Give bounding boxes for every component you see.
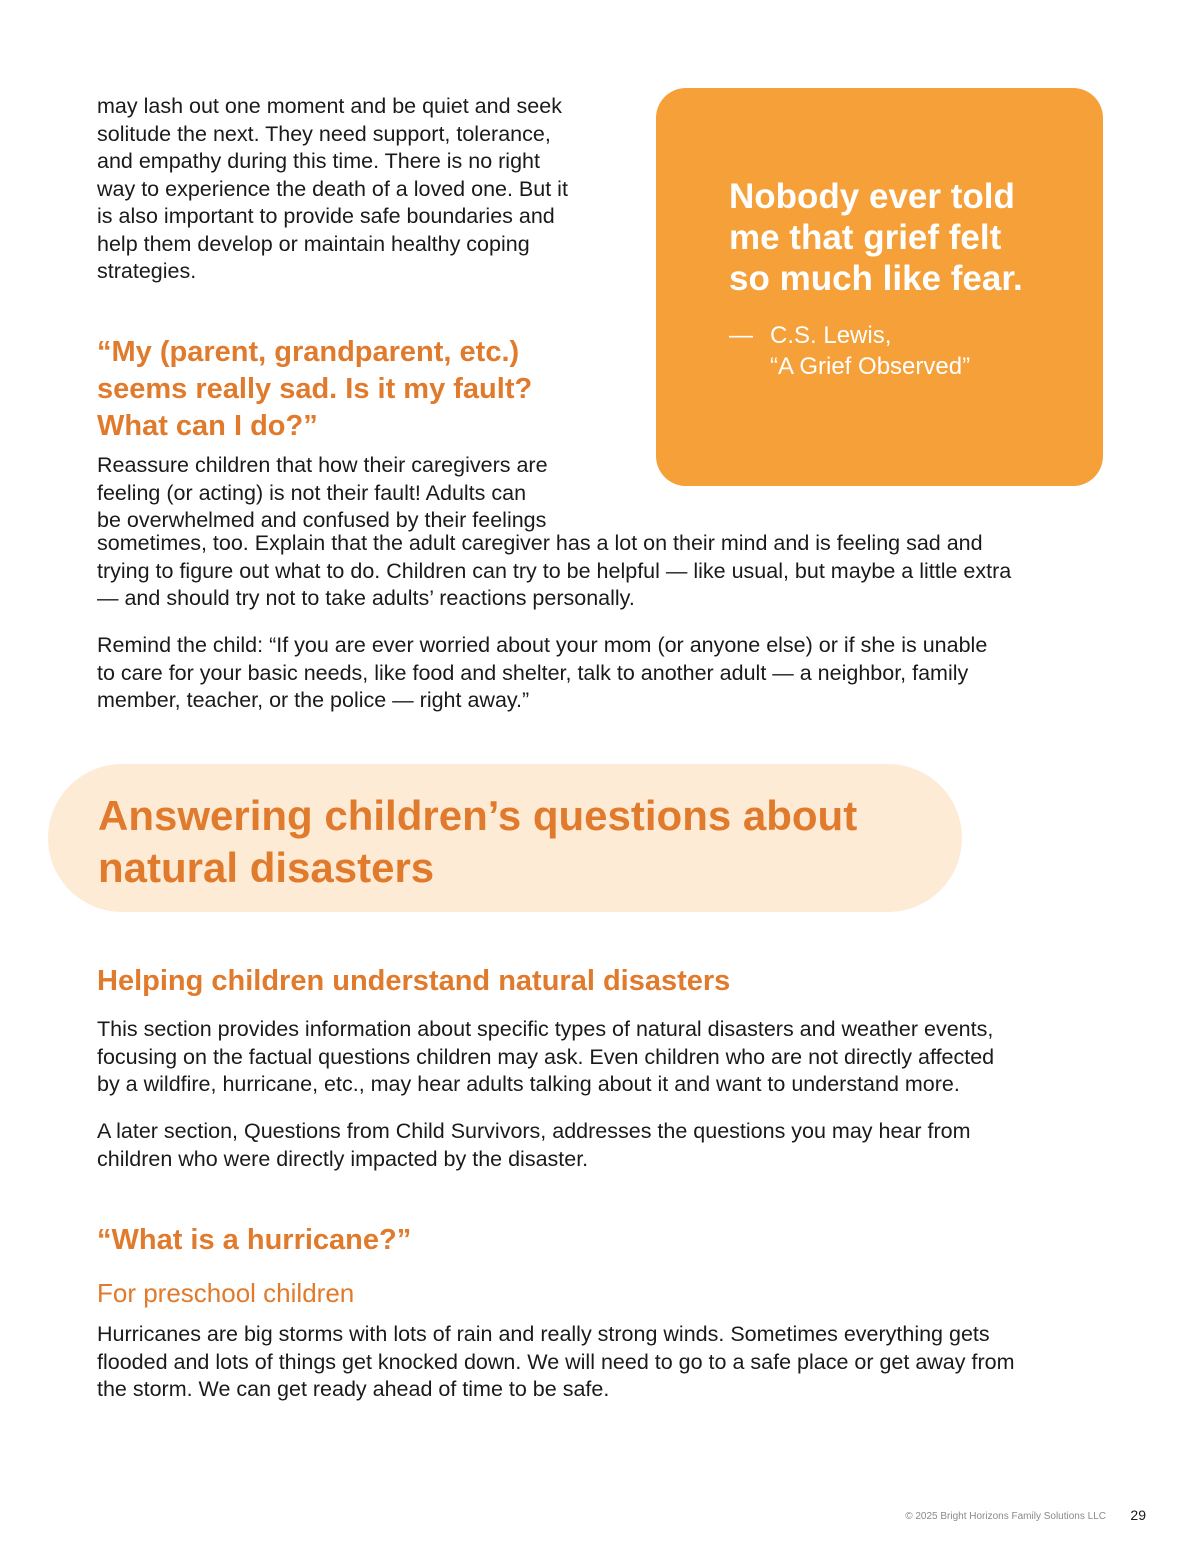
fault-heading xyxy=(97,334,637,445)
quote-text xyxy=(729,176,1069,299)
quote-line: me that grief felt xyxy=(729,218,1002,257)
quote-attribution xyxy=(770,320,970,382)
text-line: A later section, Questions from Child Survivors, addresses the questions you may hear from xyxy=(97,1119,971,1143)
section-title-band xyxy=(48,764,962,912)
page-number: 29 xyxy=(1130,1507,1146,1523)
text-line: — and should try not to take adults’ reactions personally. xyxy=(97,586,635,610)
text-line: Remind the child: “If you are ever worried about your mom (or anyone else) or if she is unable xyxy=(97,633,988,657)
helping-heading: Helping children understand natural disasters xyxy=(97,965,731,997)
footer-copyright: © 2025 Bright Horizons Family Solutions LLC xyxy=(905,1511,1106,1522)
quote-card xyxy=(656,88,1103,486)
text-line: solitude the next. They need support, tolerance, xyxy=(97,121,551,146)
text-line: flooded and lots of things get knocked down. We will need to go to a safe place or get away from xyxy=(97,1349,1015,1374)
helping-paragraph-2 xyxy=(97,1118,1127,1173)
title-line: natural disasters xyxy=(98,844,435,891)
text-line: feeling (or acting) is not their fault! Adults can xyxy=(97,480,527,505)
heading-line: What can I do?” xyxy=(97,410,318,442)
text-line: member, teacher, or the police — right away.” xyxy=(97,688,530,712)
intro-paragraph xyxy=(97,93,637,286)
text-line: strategies. xyxy=(97,259,197,283)
fault-paragraph-narrow xyxy=(97,452,637,535)
quote-line: Nobody ever told xyxy=(729,177,1015,216)
text-line: be overwhelmed and confused by their feelings xyxy=(97,508,547,532)
title-line: Answering children’s questions about xyxy=(98,792,858,839)
text-line: This section provides information about specific types of natural disasters and weather events, xyxy=(97,1017,994,1041)
text-line: help them develop or maintain healthy coping xyxy=(97,231,530,256)
text-line: children who were directly impacted by the disaster. xyxy=(97,1146,589,1171)
age-group-heading: For preschool children xyxy=(97,1278,355,1308)
fault-paragraph-wide xyxy=(97,530,1127,613)
remind-paragraph xyxy=(97,632,1127,715)
text-line: to care for your basic needs, like food and shelter, talk to another adult — a neighbor, family xyxy=(97,660,969,685)
text-line: way to experience the death of a loved one. But it xyxy=(97,176,568,201)
text-line: the storm. We can get ready ahead of time to be safe. xyxy=(97,1377,610,1401)
text-line: by a wildfire, hurricane, etc., may hear adults talking about it and want to understand more. xyxy=(97,1072,960,1096)
text-line: focusing on the factual questions children may ask. Even children who are not directly affected xyxy=(97,1044,995,1069)
quote-dash: — xyxy=(729,322,753,349)
helping-paragraph-1 xyxy=(97,1016,1127,1099)
hurricane-heading: “What is a hurricane?” xyxy=(97,1224,412,1256)
quote-line: so much like fear. xyxy=(729,259,1023,298)
text-line: trying to figure out what to do. Children can try to be helpful — like usual, but maybe a little extra xyxy=(97,558,1012,583)
quote-author: C.S. Lewis, xyxy=(770,322,892,349)
text-line: is also important to provide safe boundaries and xyxy=(97,204,555,228)
text-line: may lash out one moment and be quiet and seek xyxy=(97,94,562,118)
heading-line: seems really sad. Is it my fault? xyxy=(97,373,533,405)
hurricane-paragraph xyxy=(97,1321,1127,1404)
text-line: and empathy during this time. There is no right xyxy=(97,149,540,173)
heading-line: “My (parent, grandparent, etc.) xyxy=(97,336,520,368)
text-line: Hurricanes are big storms with lots of rain and really strong winds. Sometimes everything gets xyxy=(97,1322,990,1346)
section-title xyxy=(98,790,918,894)
text-line: Reassure children that how their caregivers are xyxy=(97,453,548,477)
quote-source: “A Grief Observed” xyxy=(770,353,971,380)
text-line: sometimes, too. Explain that the adult caregiver has a lot on their mind and is feeling sad and xyxy=(97,531,983,555)
